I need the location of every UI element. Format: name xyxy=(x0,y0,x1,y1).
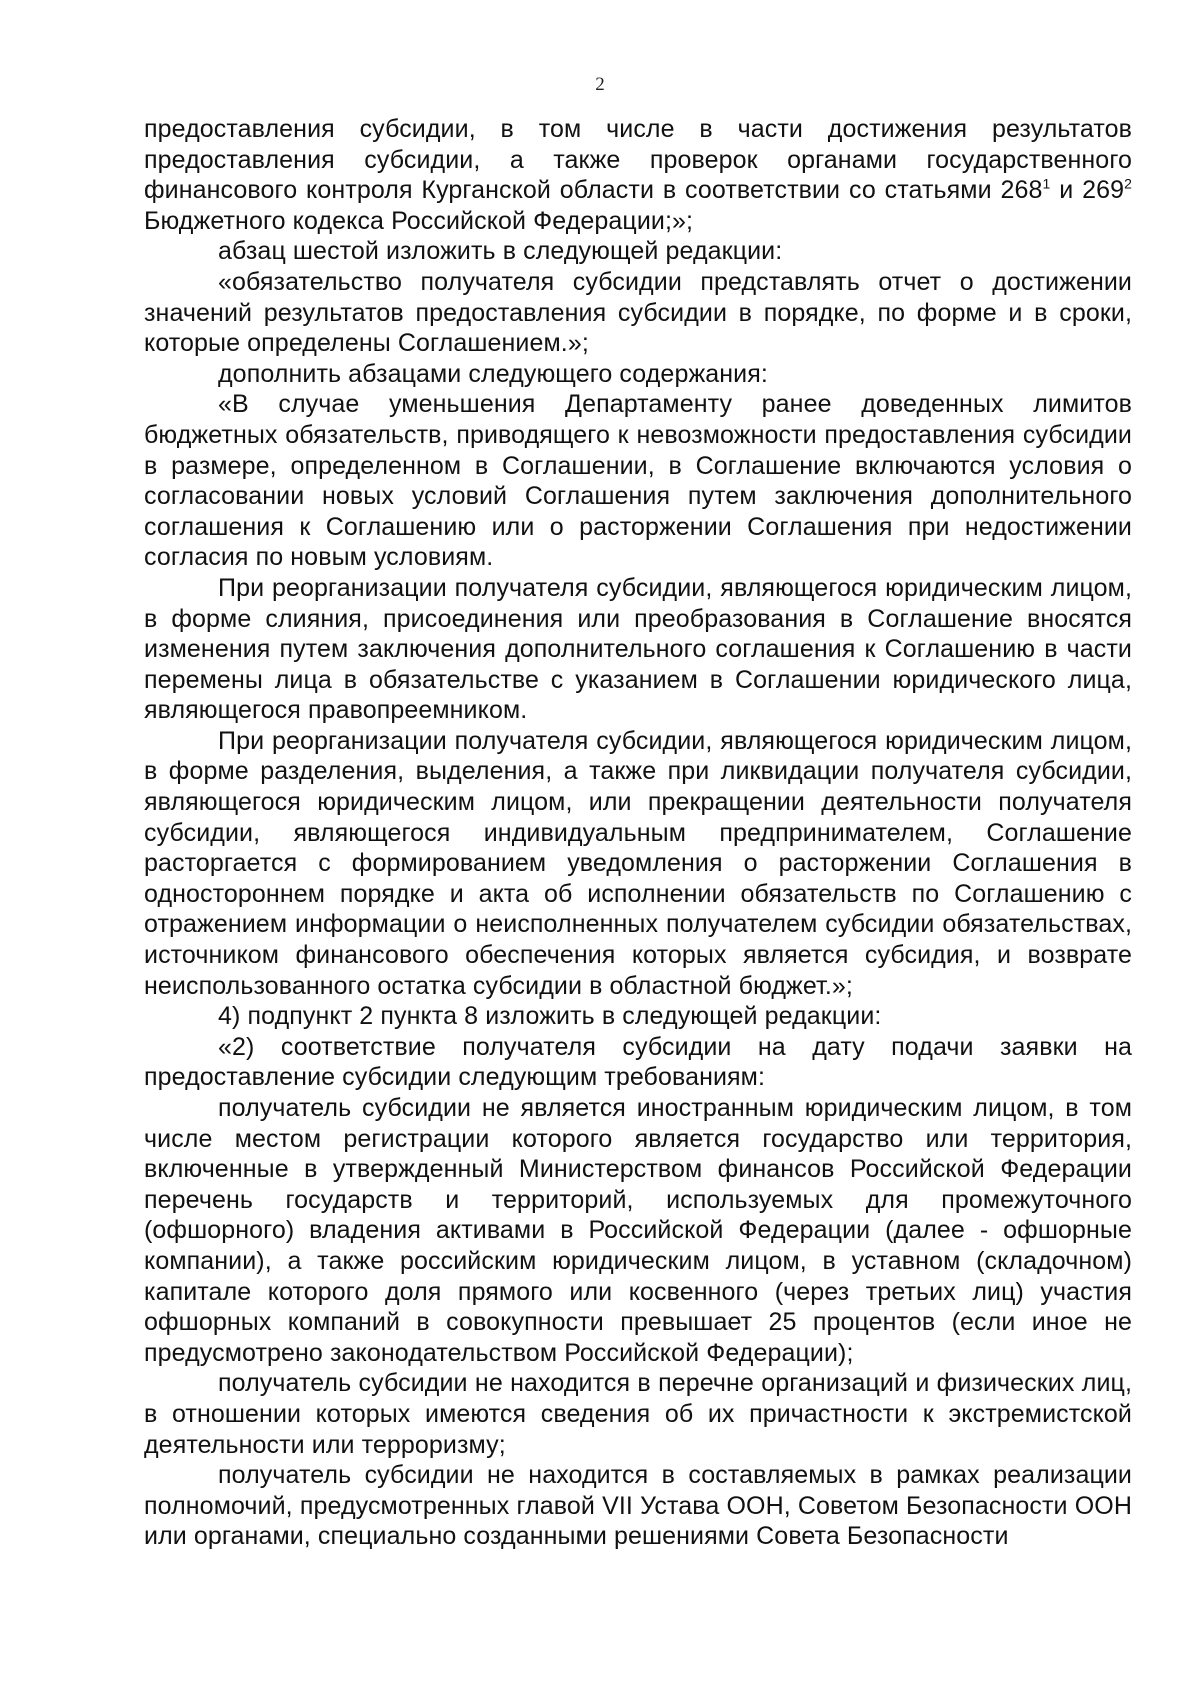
superscript: 1 xyxy=(1042,175,1051,192)
paragraph-text: предоставления субсидии, в том числе в части достижения результатов предоставления субсидии, а также проверок органами государственного финансового контроля Курганской области в соответствии со статьями 268 xyxy=(144,115,1132,205)
paragraph: получатель субсидии не находится в перечне организаций и физических лиц, в отношении которых имеются сведения об их причастности к экстремистской деятельности или терроризму; xyxy=(144,1369,1132,1459)
paragraph-text: Бюджетного кодекса Российской Федерации;»; xyxy=(144,206,694,235)
paragraph: дополнить абзацами следующего содержания: xyxy=(218,359,768,388)
paragraph: получатель субсидии не является иностранным юридическим лицом, в том числе местом регистрации которого является государство или территория, включенные в утвержденный Министерством финансов Российской Федерации перечень государств и территорий, используемых для промежуточного (офшорного) владения активами в Российской Федерации (далее - офшорные компании), а также российским юридическим лицом, в уставном (складочном) капитале которого доля прямого или косвенного (через третьих лиц) участия офшорных компаний в совокупности превышает 25 процентов (если иное не предусмотрено законодательством Российской Федерации); xyxy=(144,1094,1132,1367)
superscript: 2 xyxy=(1124,175,1132,192)
document-body xyxy=(144,114,1132,1552)
paragraph-text: и 269 xyxy=(1050,176,1125,205)
paragraph: «В случае уменьшения Департаменту ранее доведенных лимитов бюджетных обязательств, приводящего к невозможности предоставления субсидии в размере, определенном в Соглашении, в Соглашение включаются условия о согласовании новых условий Соглашения путем заключения дополнительного соглашения к Соглашению или о расторжении Соглашения при недостижении согласия по новым условиям. xyxy=(144,390,1132,572)
paragraph: получатель субсидии не находится в составляемых в рамках реализации полномочий, предусмотренных главой VII Устава ООН, Советом Безопасности ООН или органами, специально созданными решениями Совета Безопасности xyxy=(144,1461,1132,1551)
paragraph: 4) подпункт 2 пункта 8 изложить в следующей редакции: xyxy=(218,1002,882,1031)
page-number: 2 xyxy=(595,74,605,95)
paragraph: При реорганизации получателя субсидии, являющегося юридическим лицом, в форме слияния, присоединения или преобразования в Соглашение вносятся изменения путем заключения дополнительного соглашения к Соглашению в части перемены лица в обязательстве с указанием в Соглашении юридического лица, являющегося правопреемником. xyxy=(144,573,1132,725)
paragraph-continuation xyxy=(144,114,1132,236)
paragraph: При реорганизации получателя субсидии, являющегося юридическим лицом, в форме разделения, выделения, а также при ликвидации получателя субсидии, являющегося юридическим лицом, или прекращении деятельности получателя субсидии, являющегося индивидуальным предпринимателем, Соглашение расторгается с формированием уведомления о расторжении Соглашения в одностороннем порядке и акта об исполнении обязательств по Соглашению с отражением информации о неисполненных получателем субсидии обязательствах, источником финансового обеспечения которых является субсидия, и возврате неиспользованного остатка субсидии в областной бюджет.»; xyxy=(144,726,1132,1000)
paragraph: «обязательство получателя субсидии представлять отчет о достижении значений результатов предоставления субсидии в порядке, по форме и в сроки, которые определены Соглашением.»; xyxy=(144,267,1132,358)
paragraph: «2) соответствие получателя субсидии на дату подачи заявки на предоставление субсидии следующим требованиям: xyxy=(144,1032,1132,1092)
paragraph: абзац шестой изложить в следующей редакции: xyxy=(218,237,783,266)
